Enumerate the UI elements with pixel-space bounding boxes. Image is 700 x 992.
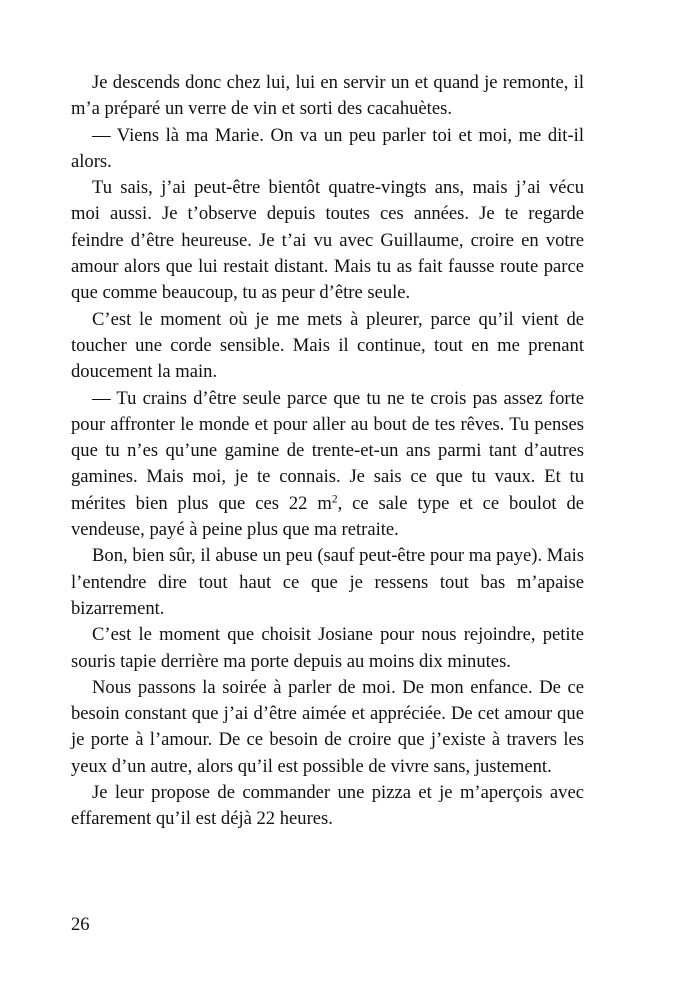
paragraph: Bon, bien sûr, il abuse un peu (sauf peut-être pour ma paye). Mais l’entendre dire tout haut ce que je ressens tout bas m’apaise bizarrement. [71,545,584,619]
superscript: 2 [331,493,338,506]
paragraph: Je leur propose de commander une pizza et je m’aperçois avec effarement qu’il est déjà 22 heures. [71,782,584,830]
paragraph [71,386,584,544]
page-number: 26 [71,914,90,935]
paragraph-text-before-superscript: — Tu crains d’être seule parce que tu ne te crois pas assez forte pour affronter le monde et pour aller au bout de tes rêves. Tu penses que tu n’es qu’une gamine de trente-et-un ans parmi tant d’autres gamines. Mais moi, je te connais. Je sais ce que tu vaux. Et tu mérites bien plus que ces 22 m [71,387,584,514]
paragraph: Je descends donc chez lui, lui en servir un et quand je remonte, il m’a préparé un verre de vin et sorti des cacahuètes. [71,72,584,120]
paragraph: C’est le moment que choisit Josiane pour nous rejoindre, petite souris tapie derrière ma porte depuis au moins dix minutes. [71,624,584,672]
paragraph: C’est le moment où je me mets à pleurer, parce qu’il vient de toucher une corde sensible. Mais il continue, tout en me prenant doucement la main. [71,308,584,383]
paragraph: — Viens là ma Marie. On va un peu parler toi et moi, me dit-il alors. [71,124,584,172]
paragraph-text-after-superscript: , ce sale type et ce boulot de vendeuse, payé à peine plus que ma retraite. [71,492,585,541]
body-text [71,70,584,833]
paragraph: Nous passons la soirée à parler de moi. De mon enfance. De ce besoin constant que j’ai d’être aimée et appréciée. De cet amour que je porte à l’amour. De ce besoin de croire que j’existe à travers les yeux d’un autre, alors qu’il est possible de vivre sans, justement. [71,676,584,777]
paragraph: Tu sais, j’ai peut-être bientôt quatre-vingts ans, mais j’ai vécu moi aussi. Je t’observe depuis toutes ces années. Je te regarde feindre d’être heureuse. Je t’ai vu avec Guillaume, croire en votre amour alors que lui restait distant. Mais tu as fait fausse route parce que comme beaucoup, tu as peur d’être seule. [71,177,584,304]
